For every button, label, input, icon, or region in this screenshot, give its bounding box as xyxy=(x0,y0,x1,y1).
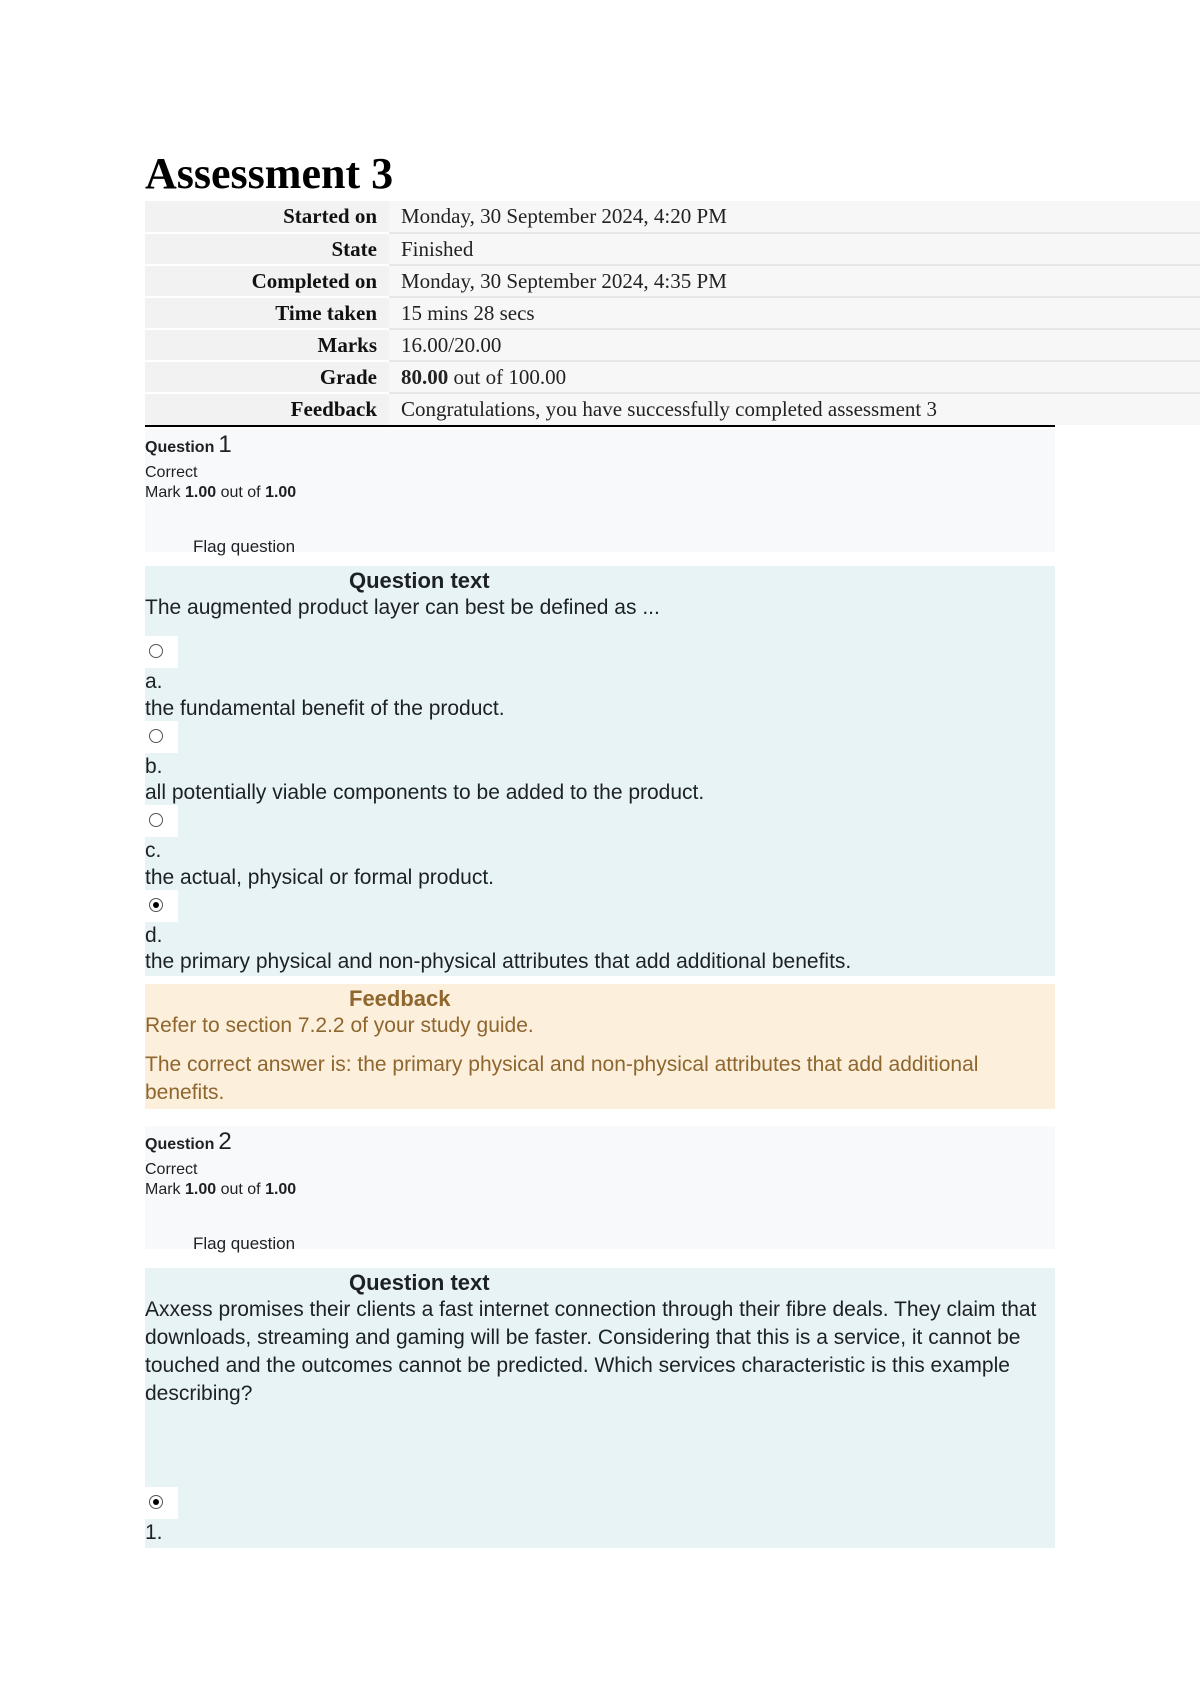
summary-divider xyxy=(145,425,1055,427)
summary-value: Monday, 30 September 2024, 4:35 PM xyxy=(389,265,1200,297)
question-grade xyxy=(145,1180,296,1200)
answer-text[interactable]: the actual, physical or formal product. xyxy=(145,866,495,889)
question-text: Axxess promises their clients a fast internet connection through their fibre deals. They claim that downloads, streaming and gaming will be faster. Considering that this is a service, it cannot be touched and the outcomes cannot be predicted. Which services characteristic is this example describing? xyxy=(145,1298,1037,1405)
radio-button[interactable] xyxy=(149,813,163,827)
summary-value: Finished xyxy=(389,233,1200,265)
answer-radio-a[interactable] xyxy=(145,636,178,668)
summary-row-completed xyxy=(145,265,1200,297)
question-label: Question xyxy=(145,439,215,456)
answer-letter: b. xyxy=(145,755,163,778)
answer-radio-1[interactable] xyxy=(145,1487,178,1519)
question-number xyxy=(145,1128,232,1155)
mark-value: 1.00 xyxy=(185,484,217,501)
question-text-heading: Question text xyxy=(349,1270,490,1295)
answer-letter: a. xyxy=(145,670,163,693)
answer-text[interactable]: all potentially viable components to be added to the product. xyxy=(145,781,705,804)
answer-letter: c. xyxy=(145,839,162,862)
summary-row-started xyxy=(145,201,1200,233)
answer-radio-b[interactable] xyxy=(145,721,178,753)
summary-row-time-taken xyxy=(145,297,1200,329)
question-grade xyxy=(145,483,296,503)
mark-prefix: Mark xyxy=(145,484,185,501)
mark-value: 1.00 xyxy=(185,1181,217,1198)
attempt-summary-table xyxy=(145,201,1200,425)
question-text: The augmented product layer can best be defined as ... xyxy=(145,596,660,619)
summary-value xyxy=(389,361,1200,393)
summary-row-marks xyxy=(145,329,1200,361)
radio-button[interactable] xyxy=(149,729,163,743)
mark-mid: out of xyxy=(216,1181,266,1198)
summary-value: Congratulations, you have successfully completed assessment 3 xyxy=(389,393,1200,425)
summary-label: Time taken xyxy=(145,297,389,329)
question-number-value: 1 xyxy=(218,431,232,458)
question-info-2 xyxy=(145,1126,1055,1253)
mark-max: 1.00 xyxy=(265,484,297,501)
flag-question-link[interactable]: Flag question xyxy=(193,537,296,556)
summary-label: State xyxy=(145,233,389,265)
right-answer: The correct answer is: the primary physical and non-physical attributes that add additional benefits. xyxy=(145,1053,979,1104)
summary-value: 16.00/20.00 xyxy=(389,329,1200,361)
answer-text[interactable]: the fundamental benefit of the product. xyxy=(145,697,505,720)
question-text-heading: Question text xyxy=(349,568,490,593)
answer-text[interactable]: the primary physical and non-physical attributes that add additional benefits. xyxy=(145,950,852,973)
question-number xyxy=(145,431,232,458)
question-formulation-1 xyxy=(145,566,1055,976)
answer-radio-c[interactable] xyxy=(145,805,178,837)
summary-label: Marks xyxy=(145,329,389,361)
radio-button[interactable] xyxy=(149,644,163,658)
radio-button-selected[interactable] xyxy=(149,898,163,912)
summary-label: Completed on xyxy=(145,265,389,297)
summary-label: Started on xyxy=(145,201,389,233)
grade-out-of: out of 100.00 xyxy=(448,364,567,389)
answer-radio-d[interactable] xyxy=(145,890,178,922)
summary-label: Grade xyxy=(145,361,389,393)
summary-value: Monday, 30 September 2024, 4:20 PM xyxy=(389,201,1200,233)
question-info-1 xyxy=(145,429,1055,556)
feedback-heading: Feedback xyxy=(349,986,451,1011)
question-number-value: 2 xyxy=(218,1128,232,1155)
grade-score: 80.00 xyxy=(401,364,449,389)
general-feedback: Refer to section 7.2.2 of your study guide. xyxy=(145,1014,534,1037)
mark-max: 1.00 xyxy=(265,1181,297,1198)
summary-row-state xyxy=(145,233,1200,265)
summary-row-grade xyxy=(145,361,1200,393)
summary-row-feedback xyxy=(145,393,1200,425)
mark-mid: out of xyxy=(216,484,266,501)
question-formulation-2 xyxy=(145,1268,1055,1548)
radio-button-selected[interactable] xyxy=(149,1495,163,1509)
flag-question-link[interactable]: Flag question xyxy=(193,1234,296,1253)
question-feedback-1 xyxy=(145,984,1055,1109)
page-title: Assessment 3 xyxy=(145,149,394,198)
summary-label: Feedback xyxy=(145,393,389,425)
question-label: Question xyxy=(145,1136,215,1153)
answer-letter: d. xyxy=(145,924,163,947)
mark-prefix: Mark xyxy=(145,1181,185,1198)
question-state: Correct xyxy=(145,464,198,481)
answer-letter: 1. xyxy=(145,1521,163,1544)
summary-value: 15 mins 28 secs xyxy=(389,297,1200,329)
question-state: Correct xyxy=(145,1161,198,1178)
